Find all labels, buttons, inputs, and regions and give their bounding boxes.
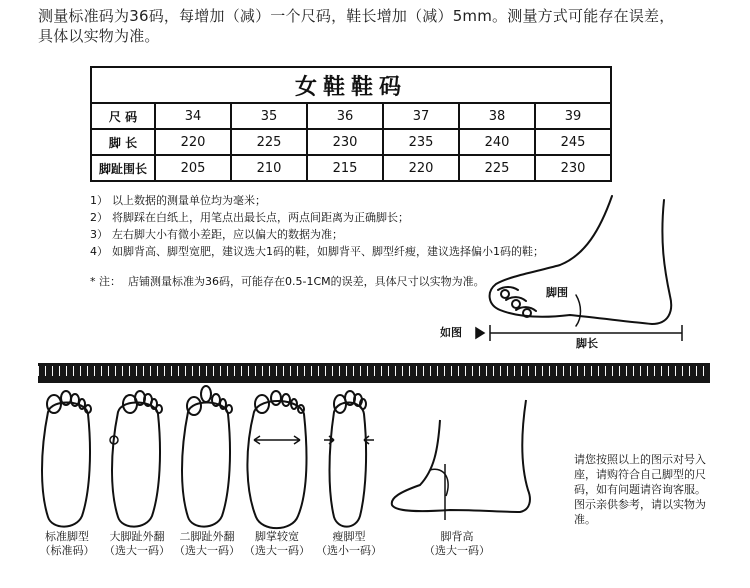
note-text: 将脚踩在白纸上，用笔点出最长点，两点间距离为正确脚长； (112, 211, 409, 224)
toe-girth-label: 脚围 (546, 286, 568, 299)
foot-type-advice: （标准码） (39, 544, 95, 557)
foot-type-name: 标准脚型 (45, 530, 89, 543)
foot-type-label (30, 530, 104, 558)
instep-name: 脚背高 (440, 530, 474, 543)
table-cell: 35 (231, 103, 307, 129)
foot-type-advice: （选大一码） (244, 544, 310, 557)
note-text: 以上数据的测量单位均为毫米； (112, 194, 266, 207)
as-shown-label: 如图 (440, 326, 462, 339)
table-row (91, 103, 611, 129)
row-label-toe-girth: 脚趾围长 (91, 155, 155, 181)
table-title-row (91, 67, 611, 103)
note-number: 1） (90, 194, 108, 207)
foot-type-label (312, 530, 386, 558)
help-paragraph-2: 图示亲供参考，请以实物为准。 (574, 498, 706, 526)
row-label-size: 尺 码 (91, 103, 155, 129)
table-cell: 210 (231, 155, 307, 181)
note-text: 左右脚大小有微小差距，应以偏大的数据为准； (112, 228, 343, 241)
table-cell: 220 (155, 129, 231, 155)
foot-type-advice: （选大一码） (104, 544, 170, 557)
foot-type-name: 大脚趾外翻 (109, 530, 165, 543)
note-item (90, 243, 590, 260)
instep-label (420, 530, 494, 558)
notes-list (90, 192, 590, 290)
table-row (91, 129, 611, 155)
foot-type-name: 二脚趾外翻 (179, 530, 235, 543)
table-cell: 39 (535, 103, 611, 129)
table-cell: 245 (535, 129, 611, 155)
intro-text (38, 6, 738, 46)
table-cell: 240 (459, 129, 535, 155)
foot-type-name: 瘦脚型 (332, 530, 366, 543)
foot-type-advice: （选大一码） (174, 544, 240, 557)
table-cell: 235 (383, 129, 459, 155)
table-cell: 230 (307, 129, 383, 155)
size-table (90, 66, 612, 182)
note-number: 4） (90, 245, 108, 258)
star-note-marker: * 注： (90, 275, 121, 288)
note-number: 2） (90, 211, 108, 224)
star-note-text: 店铺测量标准为36码，可能存在0.5-1CM的误差，具体尺寸以实物为准。 (128, 275, 485, 288)
intro-line-2: 具体以实物为准。 (38, 27, 160, 45)
note-item (90, 192, 590, 209)
help-text (574, 452, 714, 527)
table-cell: 36 (307, 103, 383, 129)
note-number: 3） (90, 228, 108, 241)
instep-advice: （选大一码） (424, 544, 490, 557)
table-cell: 38 (459, 103, 535, 129)
foot-type-label (100, 530, 174, 558)
ruler-ticks (38, 366, 710, 376)
table-row (91, 155, 611, 181)
table-cell: 215 (307, 155, 383, 181)
foot-type-name: 脚掌较宽 (255, 530, 299, 543)
foot-length-label: 脚长 (576, 337, 598, 350)
table-cell: 225 (231, 129, 307, 155)
table-cell: 230 (535, 155, 611, 181)
table-cell: 34 (155, 103, 231, 129)
intro-line-1: 测量标准码为36码，每增加（减）一个尺码，鞋长增加（减）5mm。测量方式可能存在误差， (38, 7, 675, 25)
table-cell: 225 (459, 155, 535, 181)
foot-type-label (240, 530, 314, 558)
note-text: 如脚背高、脚型宽肥，建议选大1码的鞋，如脚背平、脚型纤瘦，建议选择偏小1码的鞋； (112, 245, 544, 258)
table-cell: 37 (383, 103, 459, 129)
note-item (90, 226, 590, 243)
star-note (90, 273, 590, 290)
foot-type-advice: （选小一码） (316, 544, 382, 557)
table-title: 女鞋鞋码 (91, 67, 611, 103)
foot-type-label (170, 530, 244, 558)
row-label-foot-length: 脚 长 (91, 129, 155, 155)
table-cell: 205 (155, 155, 231, 181)
note-item (90, 209, 590, 226)
table-cell: 220 (383, 155, 459, 181)
help-paragraph-1: 请您按照以上的图示对号入座，请购符合自己脚型的尺码，如有问题请咨询客服。 (574, 453, 706, 496)
